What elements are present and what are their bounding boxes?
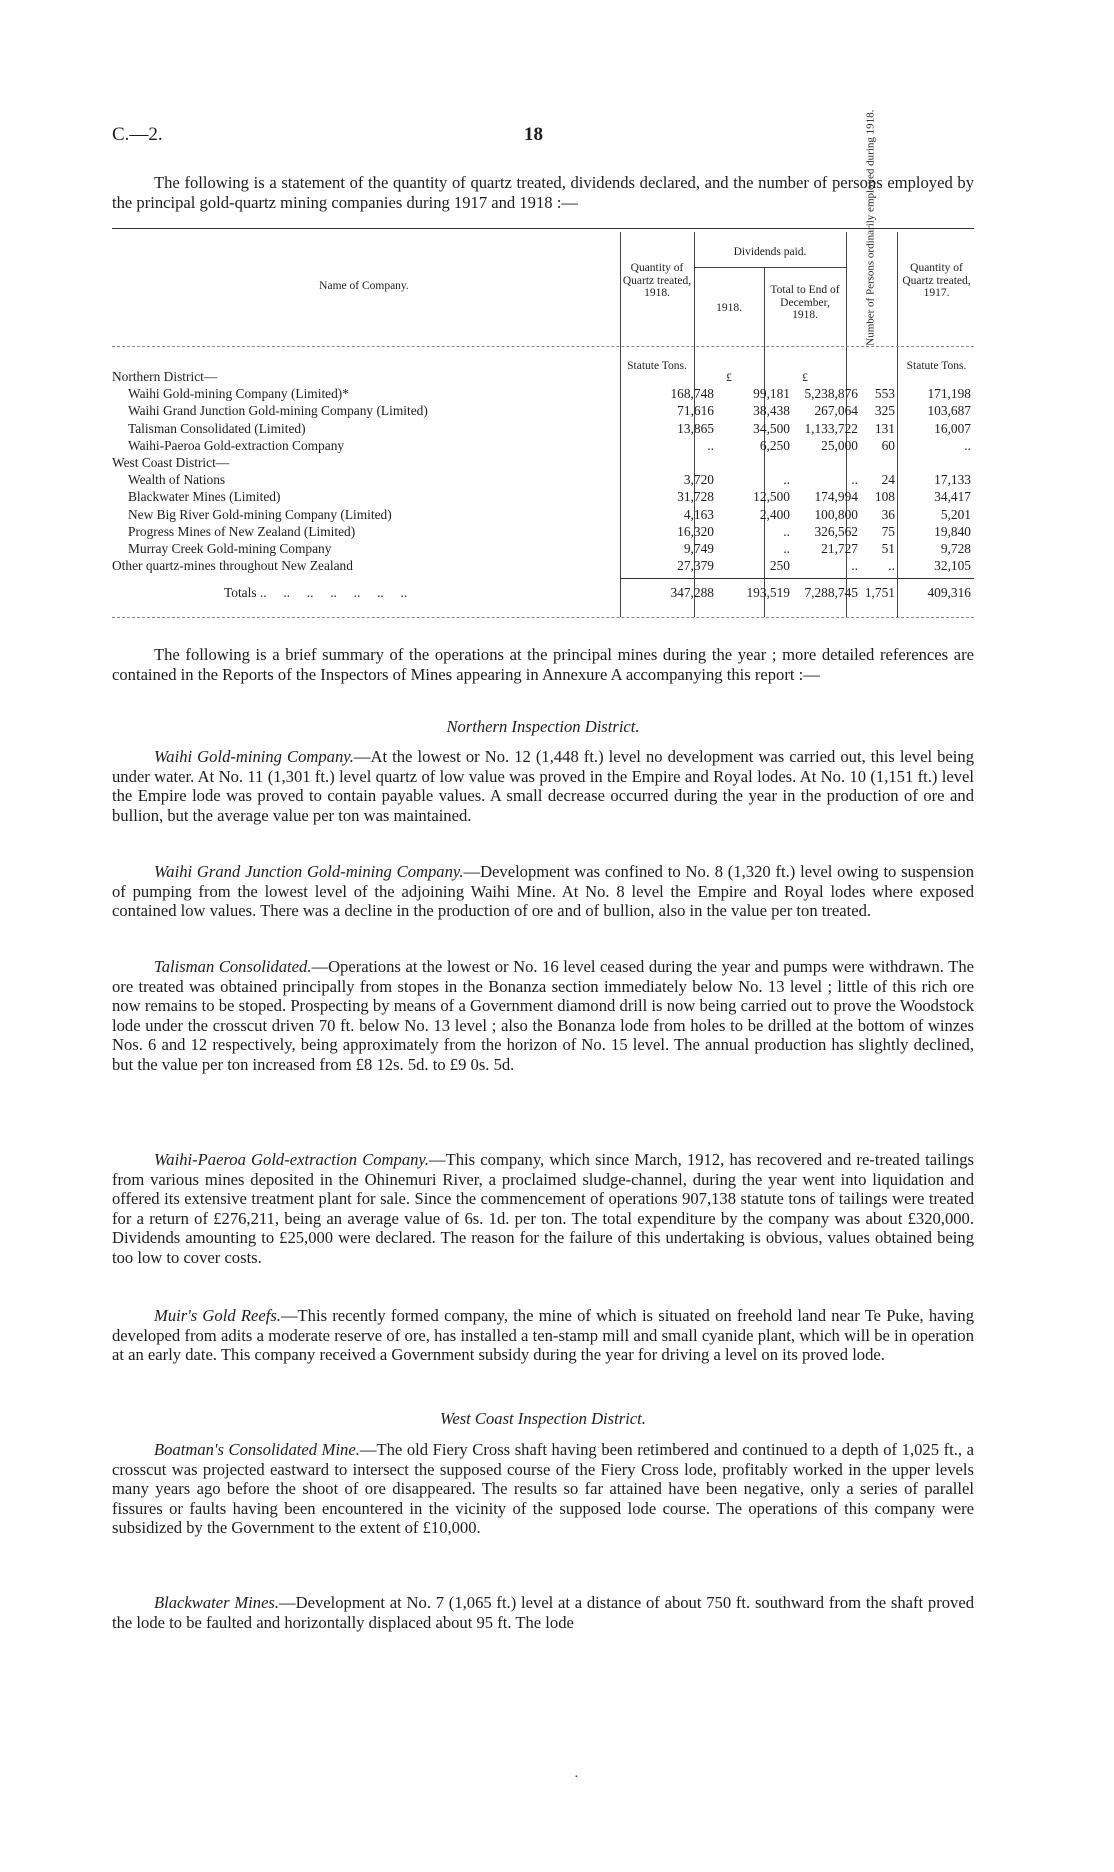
- paragraph-lead: Muir's Gold Reefs.: [154, 1306, 281, 1325]
- row-persons: 24: [881, 472, 895, 488]
- paragraph-text: —Operations at the lowest or No. 16 level ceased during the year and pumps were withdrawn. The ore treated was obtained principally from stopes in the Bonanza section immediately below No. 13 level ; little of this rich ore now remains to be stoped. Prospecting by means of a Government diamond drill is now being carried out to prove the Woodstock lode under the crosscut driven 70 ft. below No. 13 level ; also the Bonanza lode from holes to be drilled at the bottom of winzes Nos. 6 and 12 respectively, being approximately from the horizon of No. 15 level. The annual production has slightly declined, but the value per ton increased from £8 12s. 5d. to £9 0s. 5d.: [112, 957, 975, 1074]
- prose-paragraph: [112, 957, 974, 1075]
- prose-paragraph: [112, 1440, 974, 1538]
- table-row: [112, 369, 974, 385]
- row-dividends-total: 326,562: [814, 523, 858, 539]
- paragraph-text: —Development was confined to No. 8 (1,320 ft.) level owing to suspension of pumping from the lowest level of the adjoining Waihi Mine. At No. 8 level the Empire and Royal lodes where exposed contained low values. There was a decline in the production of ore and of bullion, also in the value per ton treated.: [112, 862, 974, 921]
- row-dividends-total: 5,238,876: [804, 386, 858, 402]
- row-quartz-1918: 4,163: [683, 506, 714, 522]
- prose-paragraph: [112, 747, 974, 825]
- row-dividends-1918: ..: [783, 472, 790, 488]
- paragraph-lead: Blackwater Mines.: [154, 1593, 280, 1612]
- table-row: [112, 386, 974, 402]
- unit-dividends-1918: £: [726, 372, 732, 384]
- row-dividends-total: 1,133,722: [804, 420, 858, 436]
- row-company-name: Talisman Consolidated (Limited): [128, 420, 306, 436]
- totals-dividends-1918: 193,519: [746, 585, 790, 600]
- prose-paragraph: [112, 1593, 974, 1632]
- row-quartz-1918: 3,720: [683, 472, 714, 488]
- row-company-name: Progress Mines of New Zealand (Limited): [128, 523, 356, 539]
- paragraph-text: —Development at No. 7 (1,065 ft.) level at a distance of about 750 ft. southward from the shaft proved the lode to be faulted and horizontally displaced about 95 ft. The lode: [112, 1593, 974, 1632]
- row-company-name: Waihi Gold-mining Company (Limited)*: [128, 386, 349, 402]
- row-dividends-1918: 6,250: [759, 437, 790, 453]
- row-persons: 60: [881, 437, 895, 453]
- prose-paragraph: [112, 1306, 974, 1365]
- row-dividends-total: 267,064: [814, 403, 858, 419]
- row-persons: 553: [874, 386, 895, 402]
- row-quartz-1917: 103,687: [927, 403, 971, 419]
- table-bottom-rule: [112, 617, 974, 618]
- row-persons: 108: [874, 489, 895, 505]
- table-row: [112, 489, 974, 505]
- row-dividends-1918: 34,500: [753, 420, 790, 436]
- row-quartz-1917: 32,105: [934, 558, 971, 574]
- header-dividends-1918: 1918.: [716, 302, 742, 314]
- header-quartz-1918: Quantity of Quartz treated, 1918.: [622, 262, 692, 299]
- totals-label: Totals .. .. .. .. .. .. ..: [224, 585, 408, 600]
- paragraph-lead: Boatman's Consolidated Mine.: [154, 1440, 360, 1459]
- row-quartz-1917: 34,417: [934, 489, 971, 505]
- table-row: [112, 421, 974, 437]
- row-quartz-1917: 17,133: [934, 472, 971, 488]
- row-company-name: Waihi-Paeroa Gold-extraction Company: [128, 437, 345, 453]
- row-dividends-1918: 99,181: [753, 386, 790, 402]
- west-coast-district-heading: West Coast Inspection District.: [440, 1409, 646, 1428]
- row-quartz-1917: ..: [964, 437, 971, 453]
- row-dividends-1918: ..: [783, 523, 790, 539]
- table-row: [112, 507, 974, 523]
- table-top-rule: [112, 228, 974, 229]
- totals-row: [112, 585, 974, 601]
- row-quartz-1918: 16,320: [677, 523, 714, 539]
- row-dividends-1918: 12,500: [753, 489, 790, 505]
- header-dividends-total: Total to End of December, 1918.: [770, 284, 840, 321]
- totals-top-rule: [620, 578, 974, 579]
- row-quartz-1918: 9,749: [683, 541, 714, 556]
- header-persons-employed: Number of Persons ordinarily employed during 1918.: [864, 109, 877, 346]
- unit-quartz-1918: Statute Tons.: [627, 360, 687, 372]
- row-company-name: Murray Creek Gold-mining Company: [128, 541, 332, 556]
- row-quartz-1918: 27,379: [677, 558, 714, 574]
- page-mark: ·: [574, 1770, 579, 1785]
- table-row: [112, 438, 974, 454]
- row-dividends-total: ..: [851, 472, 858, 488]
- row-persons: 36: [881, 506, 895, 522]
- table-row: [112, 541, 974, 557]
- header-bottom-rule: [112, 346, 974, 347]
- summary-intro-paragraph: The following is a brief summary of the operations at the principal mines during the year ; more detailed references are contained in the Reports of the Inspectors of Mines appearing in Annexure A accompanying this report :—: [112, 645, 974, 684]
- row-company-name: Wealth of Nations: [128, 472, 226, 488]
- totals-quartz-1918: 347,288: [670, 585, 714, 600]
- row-persons: 51: [881, 541, 895, 556]
- page-number: 18: [524, 124, 543, 145]
- row-persons: 325: [874, 403, 895, 419]
- report-code: C.—2.: [112, 124, 163, 145]
- row-quartz-1917: 19,840: [934, 523, 971, 539]
- paragraph-text: —This recently formed company, the mine of which is situated on freehold land near Te Puke, having developed from adits a moderate reserve of ore, has installed a ten-stamp mill and small cyanide plant, which will be in operation at an early date. This company received a Government subsidy during the year for driving a level on its proved lode.: [112, 1306, 975, 1365]
- row-quartz-1918: ..: [707, 437, 714, 453]
- table-row: [112, 403, 974, 419]
- row-dividends-total: 100,800: [814, 506, 858, 522]
- row-dividends-total: ..: [851, 558, 858, 574]
- row-dividends-total: 25,000: [821, 437, 858, 453]
- table-row: [112, 455, 974, 471]
- paragraph-text: —This company, which since March, 1912, has recovered and re-treated tailings from various mines deposited in the Ohinemuri River, a proclaimed sludge-channel, during the year went into liquidation and offered its extensive treatment plant for sale. Since the commencement of operations 907,138 statute tons of tailings were treated for a return of £276,211, being an average value of 6s. 1d. per ton. The total expenditure by the company was about £320,000. Dividends amounting to £25,000 were declared. The reason for the failure of this undertaking is obvious, values obtained being too low to cover costs.: [112, 1150, 974, 1267]
- row-quartz-1918: 71,616: [677, 403, 714, 419]
- paragraph-text: —The old Fiery Cross shaft having been retimbered and continued to a depth of 1,025 ft., a crosscut was projected eastward to intersect the supposed course of the Fiery Cross lode, profitably worked in the upper levels many years ago before the shoot of ore disappeared. The results so far attained have been negative, only a series of parallel fissures or faults having been encountered in the vicinity of the supposed lode course. The operations of this company were subsidized by the Government to the extent of £10,000.: [112, 1440, 975, 1538]
- row-company-name: West Coast District—: [112, 455, 230, 470]
- row-company-name: Waihi Grand Junction Gold-mining Company (Limited): [128, 403, 428, 419]
- header-name: Name of Company.: [319, 280, 409, 292]
- header-quartz-1917: Quantity of Quartz treated, 1917.: [902, 262, 971, 299]
- dividends-subrule: [694, 267, 846, 268]
- row-dividends-total: 174,994: [814, 489, 858, 505]
- row-company-name: New Big River Gold-mining Company (Limited): [128, 506, 392, 522]
- row-quartz-1918: 31,728: [677, 489, 714, 505]
- row-dividends-1918: 2,400: [759, 506, 790, 522]
- row-persons: 131: [874, 420, 895, 436]
- paragraph-lead: Waihi Gold-mining Company.: [154, 747, 354, 766]
- row-dividends-total: 21,727: [821, 541, 858, 556]
- row-quartz-1917: 9,728: [940, 541, 971, 556]
- table-row: [112, 524, 974, 540]
- table-row: [112, 558, 974, 574]
- row-company-name: Blackwater Mines (Limited): [128, 489, 281, 505]
- northern-district-heading: Northern Inspection District.: [446, 717, 640, 736]
- header-dividends: Dividends paid.: [733, 246, 807, 258]
- paragraph-lead: Talisman Consolidated.: [154, 957, 312, 976]
- totals-persons: 1,751: [864, 585, 895, 600]
- unit-quartz-1917: Statute Tons.: [906, 360, 967, 372]
- intro-paragraph: The following is a statement of the quantity of quartz treated, dividends declared, and the number of persons employed by the principal gold-quartz mining companies during 1917 and 1918 :—: [112, 173, 974, 212]
- row-dividends-1918: 38,438: [753, 403, 790, 419]
- table-row: [112, 472, 974, 488]
- row-quartz-1917: 16,007: [934, 420, 971, 436]
- row-persons: 75: [881, 523, 895, 539]
- row-dividends-1918: 250: [769, 558, 790, 574]
- totals-dividends-total: 7,288,745: [804, 585, 858, 600]
- paragraph-text: —At the lowest or No. 12 (1,448 ft.) level no development was carried out, this level being under water. At No. 11 (1,301 ft.) level quartz of low value was proved in the Empire and Royal lodes. At No. 10 (1,151 ft.) level the Empire lode was proved to contain payable values. A small decrease occurred during the year in the production of ore and bullion, but the average value per ton was maintained.: [112, 747, 974, 825]
- row-company-name: Other quartz-mines throughout New Zealand: [112, 558, 353, 574]
- row-quartz-1917: 171,198: [927, 386, 971, 402]
- row-company-name: Northern District—: [112, 369, 218, 384]
- row-quartz-1917: 5,201: [940, 506, 971, 522]
- prose-paragraph: [112, 862, 974, 921]
- prose-paragraph: [112, 1150, 974, 1268]
- paragraph-lead: Waihi-Paeroa Gold-extraction Company.: [154, 1150, 430, 1169]
- totals-quartz-1917: 409,316: [927, 585, 971, 600]
- row-dividends-1918: ..: [783, 541, 790, 556]
- row-quartz-1918: 168,748: [670, 386, 714, 402]
- row-quartz-1918: 13,865: [677, 420, 714, 436]
- unit-dividends-total: £: [802, 372, 808, 384]
- paragraph-lead: Waihi Grand Junction Gold-mining Company.: [154, 862, 464, 881]
- row-persons: ..: [888, 558, 895, 574]
